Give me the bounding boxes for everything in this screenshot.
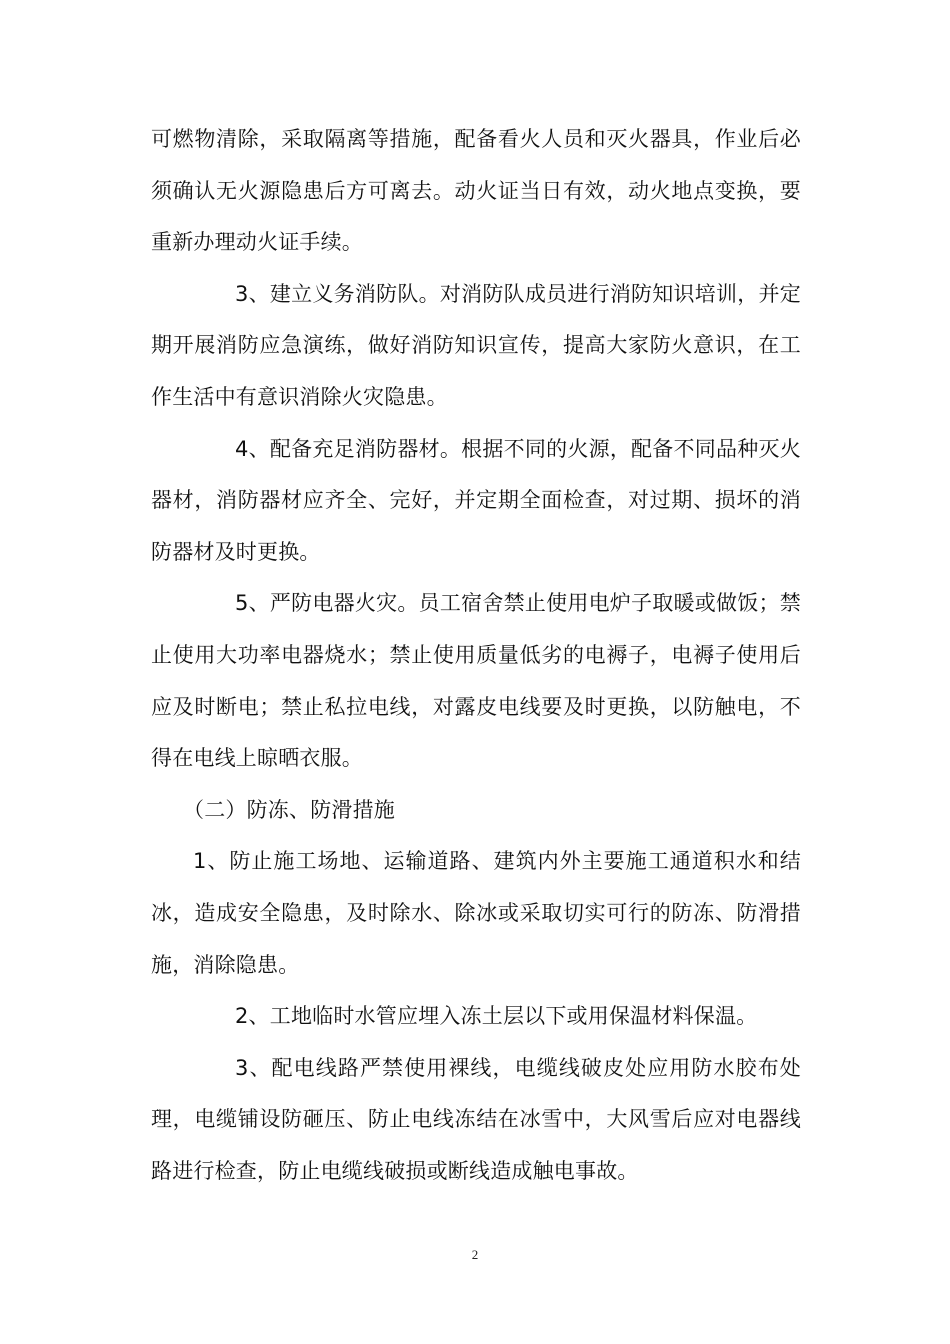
paragraph-fire-permit-continued: 可燃物清除，采取隔离等措施，配备看火人员和灭火器具，作业后必须确认无火源隐患后方可离去。动火证当日有效，动火地点变换，要重新办理动火证手续。: [151, 127, 801, 255]
page-number: 2: [471, 1247, 479, 1262]
paragraph-wiring: 3、配电线路严禁使用裸线，电缆线破皮处应用防水胶布处理，电缆铺设防砸压、防止电线冻结在冰雪中，大风雪后应对电器线路进行检查，防止电缆线破损或断线造成触电事故。: [151, 1055, 801, 1183]
section-heading-antifreeze-antislip: （二）防冻、防滑措施: [183, 797, 395, 822]
paragraph-fire-equipment: 4、配备充足消防器材。根据不同的火源，配备不同品种灭火器材，消防器材应齐全、完好，并定期全面检查，对过期、损坏的消防器材及时更换。: [151, 436, 801, 564]
paragraph-electrical-fire: 5、严防电器火灾。员工宿舍禁止使用电炉子取暖或做饭；禁止使用大功率电器烧水；禁止使用质量低劣的电褥子，电褥子使用后应及时断电；禁止私拉电线，对露皮电线要及时更换，以防触电，不得在电线上晾晒衣服。: [151, 591, 801, 771]
paragraph-volunteer-fire-team: 3、建立义务消防队。对消防队成员进行消防知识培训，并定期开展消防应急演练，做好消防知识宣传，提高大家防火意识，在工作生活中有意识消除火灾隐患。: [151, 281, 801, 409]
body-text: [151, 114, 801, 1197]
paragraph-water-pipes: 2、工地临时水管应埋入冻土层以下或用保温材料保温。: [235, 1004, 758, 1029]
paragraph-prevent-ice: 1、防止施工场地、运输道路、建筑内外主要施工通道积水和结冰，造成安全隐患，及时除水、除冰或采取切实可行的防冻、防滑措施，消除隐患。: [151, 849, 801, 977]
